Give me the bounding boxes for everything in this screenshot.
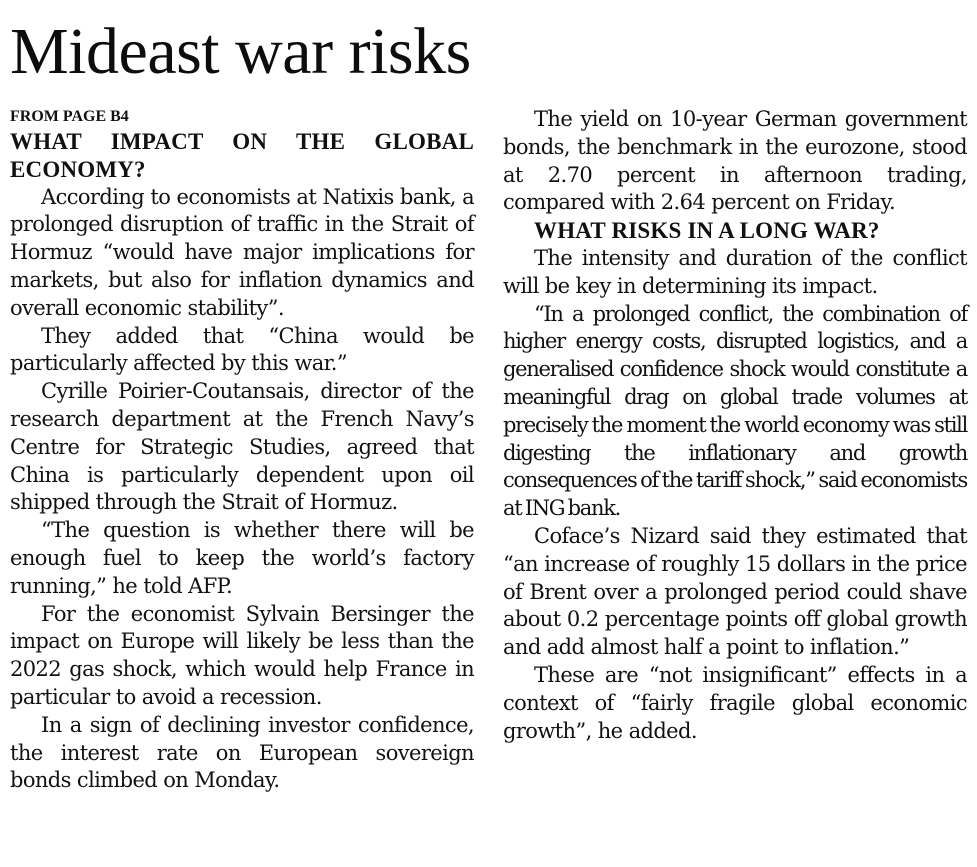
subhead-global-economy: WHAT IMPACT ON THE GLOBAL ECONOMY? <box>10 129 474 182</box>
article-paragraph: “The question is whether there will be enough fuel to keep the world’s factory running,” he told AFP. <box>10 518 474 598</box>
article-paragraph: Cyrille Poirier-Coutansais, director of the research department at the French Navy’s Centre for Strategic Studies, agreed that China is particularly dependent upon oil shipped through the Strait of Hormuz. <box>10 379 474 515</box>
article-paragraph: According to economists at Natixis bank, a prolonged disruption of traffic in the Strait of Hormuz “would have major implications for markets, but also for inflation dynamics and overall economic stability”. <box>10 184 474 320</box>
article-paragraph: In a sign of declining investor confidence, the interest rate on European sovereign bonds climbed on Monday. <box>10 712 474 793</box>
left-column <box>10 106 474 795</box>
right-column <box>503 106 967 745</box>
article-paragraph: The yield on 10-year German government bonds, the benchmark in the eurozone, stood at 2.70 percent in afternoon trading, compared with 2.64 percent on Friday. <box>503 107 967 215</box>
article-paragraph: The intensity and duration of the conflict will be key in determining its impact. <box>503 245 967 298</box>
article-paragraph: “In a prolonged conflict, the combination of higher energy costs, disrupted logistics, and a generalised confidence shock would constitute a meaningful drag on global trade volumes at precisely the moment the world economy was still digesting the inflationary and growth consequences of the tariff shock,” said economists at ING bank. <box>503 301 967 521</box>
article-paragraph: For the economist Sylvain Bersinger the impact on Europe will likely be less than the 2022 gas shock, which would help France in particular to avoid a recession. <box>10 601 474 709</box>
article-paragraph: Coface’s Nizard said they estimated that “an increase of roughly 15 dollars in the price of Brent over a prolonged period could shave about 0.2 percentage points off global growth and add almost half a point to inflation.” <box>503 523 967 660</box>
continuation-kicker: FROM PAGE B4 <box>10 108 129 125</box>
subhead-long-war: WHAT RISKS IN A LONG WAR? <box>534 218 880 244</box>
article-paragraph: These are “not insignificant” effects in a context of “fairly fragile global economic growth”, he added. <box>503 662 967 743</box>
headline: Mideast war risks <box>10 15 471 88</box>
article-paragraph: They added that “China would be particularly affected by this war.” <box>10 323 474 376</box>
